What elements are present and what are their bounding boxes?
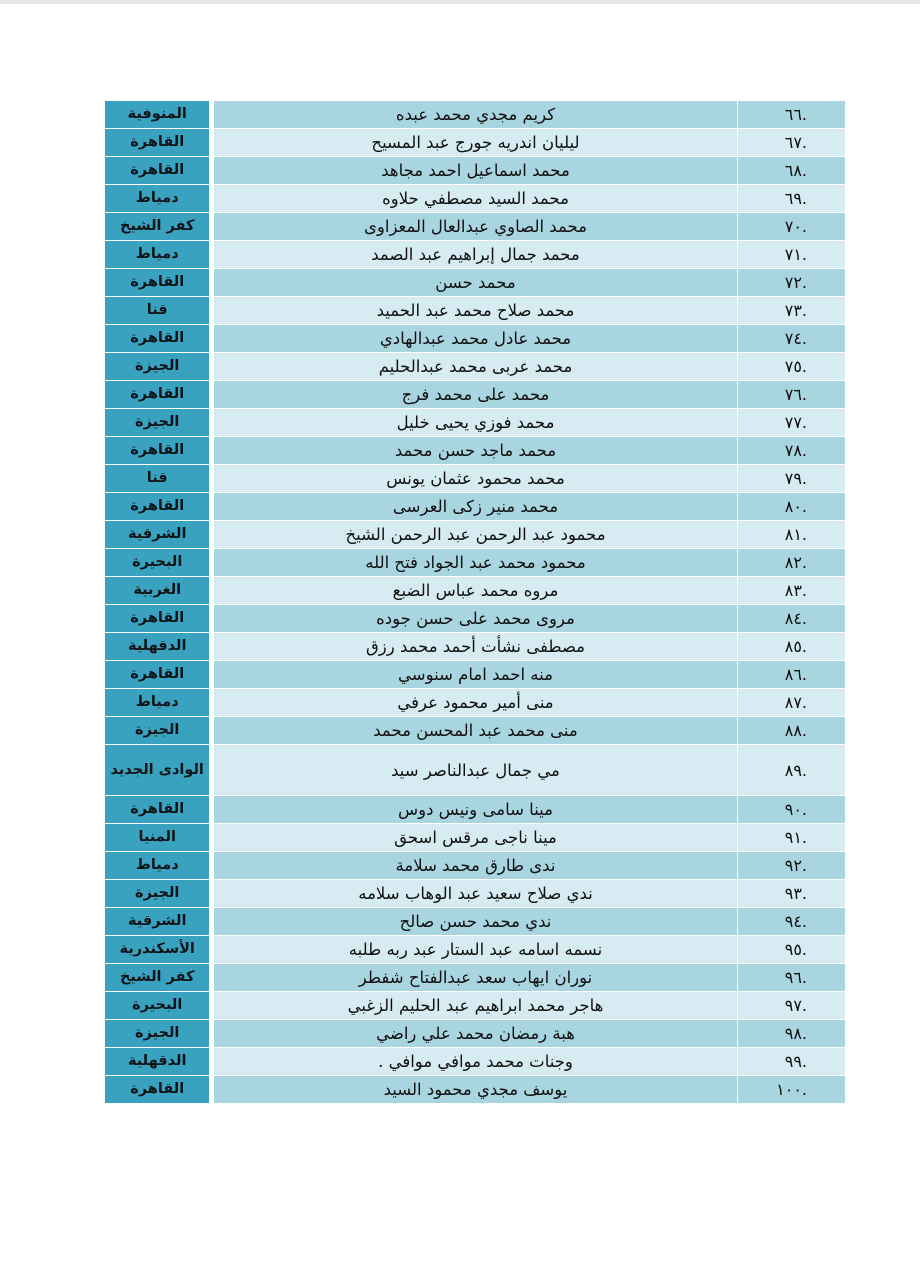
- table-row: [105, 824, 846, 852]
- table-row: [105, 661, 846, 689]
- row-number: .٧٢: [737, 269, 845, 297]
- person-name: محمود محمد عبد الجواد فتح الله: [212, 549, 737, 577]
- governorate: القاهرة: [105, 157, 212, 185]
- table-row: [105, 605, 846, 633]
- table-row: [105, 213, 846, 241]
- person-name: محمد اسماعيل احمد مجاهد: [212, 157, 737, 185]
- row-number: .٧٧: [737, 409, 845, 437]
- table-row: [105, 353, 846, 381]
- table-row: [105, 241, 846, 269]
- row-number: .٩٧: [737, 992, 845, 1020]
- table-row: [105, 964, 846, 992]
- row-number: .٧٨: [737, 437, 845, 465]
- table-row: [105, 409, 846, 437]
- row-number: .٨٤: [737, 605, 845, 633]
- governorate: الشرقية: [105, 521, 212, 549]
- table-row: [105, 521, 846, 549]
- person-name: نسمه اسامه عبد الستار عبد ربه طلبه: [212, 936, 737, 964]
- person-name: يوسف مجدي محمود السيد: [212, 1076, 737, 1104]
- row-number: .٩٦: [737, 964, 845, 992]
- person-name: محمد الصاوي عبدالعال المعزاوى: [212, 213, 737, 241]
- table-row: [105, 1020, 846, 1048]
- person-name: هاجر محمد ابراهيم عبد الحليم الزغبي: [212, 992, 737, 1020]
- table-row: [105, 880, 846, 908]
- governorate: كفر الشيخ: [105, 213, 212, 241]
- row-number: .٨١: [737, 521, 845, 549]
- person-name: مينا سامى ونيس دوس: [212, 796, 737, 824]
- row-number: .٦٦: [737, 101, 845, 129]
- person-name: منى محمد عبد المحسن محمد: [212, 717, 737, 745]
- row-number: .٨٦: [737, 661, 845, 689]
- table-row: [105, 493, 846, 521]
- governorate: القاهرة: [105, 605, 212, 633]
- person-name: ليليان اندريه جورج عبد المسيح: [212, 129, 737, 157]
- row-number: .٨٣: [737, 577, 845, 605]
- row-number: .٦٧: [737, 129, 845, 157]
- governorate: القاهرة: [105, 796, 212, 824]
- person-name: مروى محمد على حسن جوده: [212, 605, 737, 633]
- row-number: .٩١: [737, 824, 845, 852]
- table-row: [105, 908, 846, 936]
- person-name: نوران ايهاب سعد عبدالفتاح شفطر: [212, 964, 737, 992]
- table-row: [105, 549, 846, 577]
- table-row: [105, 852, 846, 880]
- person-name: محمد منير زكى العرسى: [212, 493, 737, 521]
- governorate: القاهرة: [105, 661, 212, 689]
- row-number: .٨٩: [737, 745, 845, 796]
- governorate: البحيرة: [105, 549, 212, 577]
- governorate: دمياط: [105, 852, 212, 880]
- person-name: ندي صلاح سعيد عبد الوهاب سلامه: [212, 880, 737, 908]
- person-name: محمد محمود عثمان يونس: [212, 465, 737, 493]
- governorate: الوادى الجديد: [105, 745, 212, 796]
- governorate: الجيزة: [105, 717, 212, 745]
- governorate: قنا: [105, 465, 212, 493]
- governorate: البحيرة: [105, 992, 212, 1020]
- person-name: منى أمير محمود عرفي: [212, 689, 737, 717]
- row-number: .٨٧: [737, 689, 845, 717]
- row-number: .٩٠: [737, 796, 845, 824]
- governorate: دمياط: [105, 185, 212, 213]
- person-name: ندى طارق محمد سلامة: [212, 852, 737, 880]
- row-number: .١٠٠: [737, 1076, 845, 1104]
- names-table: [104, 100, 846, 1104]
- row-number: .٧٥: [737, 353, 845, 381]
- person-name: محمد عربى محمد عبدالحليم: [212, 353, 737, 381]
- person-name: محمد جمال إبراهيم عبد الصمد: [212, 241, 737, 269]
- person-name: محمد فوزي يحيى خليل: [212, 409, 737, 437]
- table-row: [105, 157, 846, 185]
- row-number: .٨٢: [737, 549, 845, 577]
- table-row: [105, 796, 846, 824]
- table-row: [105, 1048, 846, 1076]
- table-row: [105, 297, 846, 325]
- person-name: محمد عادل محمد عبدالهادي: [212, 325, 737, 353]
- row-number: .٧٦: [737, 381, 845, 409]
- governorate: دمياط: [105, 241, 212, 269]
- person-name: كريم مجدي محمد عبده: [212, 101, 737, 129]
- table-row: [105, 129, 846, 157]
- governorate: قنا: [105, 297, 212, 325]
- governorate: الجيزة: [105, 1020, 212, 1048]
- person-name: محمد السيد مصطفي حلاوه: [212, 185, 737, 213]
- governorate: القاهرة: [105, 437, 212, 465]
- row-number: .٦٩: [737, 185, 845, 213]
- governorate: الدقهلية: [105, 633, 212, 661]
- table-row: [105, 717, 846, 745]
- table-row: [105, 577, 846, 605]
- person-name: هبة رمضان محمد علي راضي: [212, 1020, 737, 1048]
- governorate: الدقهلية: [105, 1048, 212, 1076]
- governorate: القاهرة: [105, 1076, 212, 1104]
- person-name: محمد حسن: [212, 269, 737, 297]
- governorate: الأسكندرية: [105, 936, 212, 964]
- person-name: منه احمد امام سنوسي: [212, 661, 737, 689]
- table-row: [105, 101, 846, 129]
- governorate: الشرقية: [105, 908, 212, 936]
- table-row: [105, 633, 846, 661]
- row-number: .٧٣: [737, 297, 845, 325]
- row-number: .٨٥: [737, 633, 845, 661]
- governorate: الجيزة: [105, 409, 212, 437]
- governorate: دمياط: [105, 689, 212, 717]
- table-row: [105, 185, 846, 213]
- person-name: محمد صلاح محمد عبد الحميد: [212, 297, 737, 325]
- person-name: مي جمال عبدالناصر سيد: [212, 745, 737, 796]
- person-name: محمود عبد الرحمن عبد الرحمن الشيخ: [212, 521, 737, 549]
- table-row: [105, 689, 846, 717]
- governorate: المنيا: [105, 824, 212, 852]
- table-row: [105, 936, 846, 964]
- table-row: [105, 1076, 846, 1104]
- row-number: .٩٥: [737, 936, 845, 964]
- names-table-body: [105, 101, 846, 1104]
- governorate: القاهرة: [105, 129, 212, 157]
- governorate: القاهرة: [105, 381, 212, 409]
- governorate: الجيزة: [105, 353, 212, 381]
- person-name: محمد ماجد حسن محمد: [212, 437, 737, 465]
- table-row: [105, 381, 846, 409]
- row-number: .٩٨: [737, 1020, 845, 1048]
- row-number: .٧٠: [737, 213, 845, 241]
- person-name: وجنات محمد موافي موافي .: [212, 1048, 737, 1076]
- governorate: القاهرة: [105, 269, 212, 297]
- governorate: القاهرة: [105, 325, 212, 353]
- top-border-strip: [0, 0, 920, 4]
- row-number: .٩٤: [737, 908, 845, 936]
- governorate: كفر الشيخ: [105, 964, 212, 992]
- person-name: مصطفى نشأت أحمد محمد رزق: [212, 633, 737, 661]
- row-number: .٧٤: [737, 325, 845, 353]
- row-number: .٧٩: [737, 465, 845, 493]
- governorate: المنوفية: [105, 101, 212, 129]
- row-number: .٩٢: [737, 852, 845, 880]
- governorate: الغربية: [105, 577, 212, 605]
- table-row: [105, 437, 846, 465]
- person-name: محمد على محمد فرج: [212, 381, 737, 409]
- row-number: .٨٠: [737, 493, 845, 521]
- table-row: [105, 992, 846, 1020]
- governorate: القاهرة: [105, 493, 212, 521]
- row-number: .٩٩: [737, 1048, 845, 1076]
- row-number: .٧١: [737, 241, 845, 269]
- person-name: مروه محمد عباس الضبع: [212, 577, 737, 605]
- table-row: [105, 745, 846, 796]
- person-name: مينا ناجى مرقس اسحق: [212, 824, 737, 852]
- table-row: [105, 465, 846, 493]
- table-row: [105, 325, 846, 353]
- row-number: .٩٣: [737, 880, 845, 908]
- row-number: .٦٨: [737, 157, 845, 185]
- table-row: [105, 269, 846, 297]
- governorate: الجيزة: [105, 880, 212, 908]
- row-number: .٨٨: [737, 717, 845, 745]
- person-name: ندي محمد حسن صالح: [212, 908, 737, 936]
